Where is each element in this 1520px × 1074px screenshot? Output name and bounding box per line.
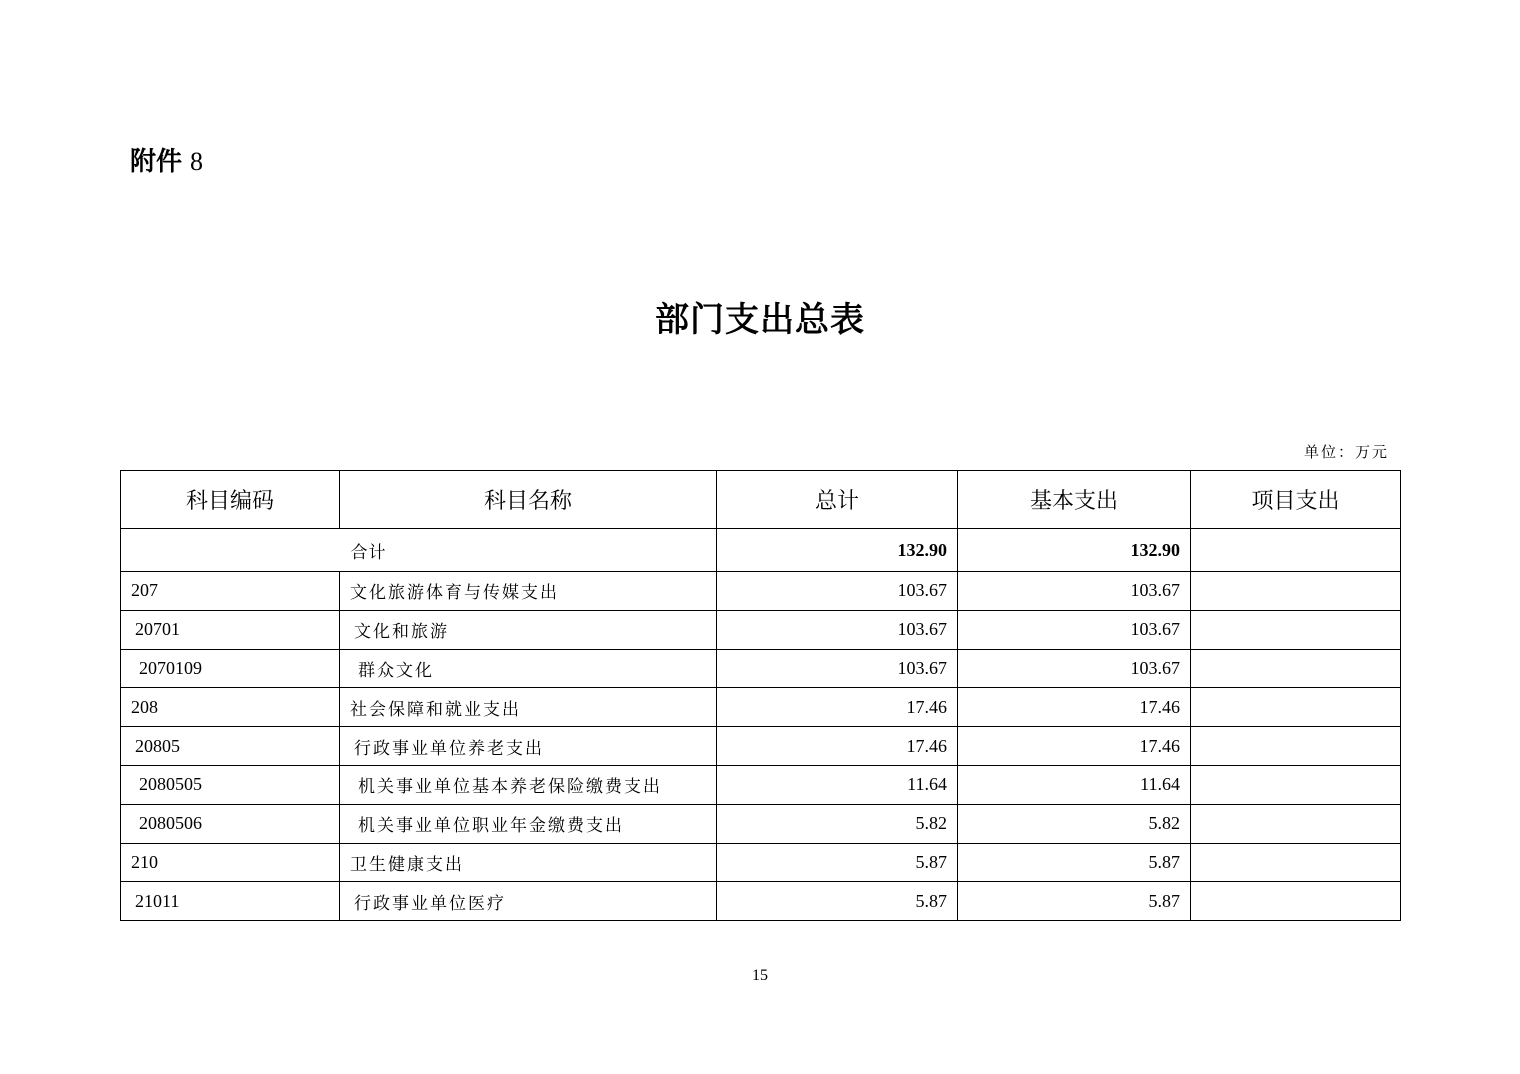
total-cell: 5.82 bbox=[717, 804, 958, 843]
unit-label: 单位：万元 bbox=[1303, 443, 1389, 461]
page-number: 15 bbox=[752, 967, 768, 984]
name-cell: 机关事业单位基本养老保险缴费支出 bbox=[340, 765, 717, 804]
name-cell: 行政事业单位医疗 bbox=[340, 882, 717, 921]
project-cell bbox=[1191, 649, 1401, 688]
table-row bbox=[121, 882, 1401, 921]
code-cell: 207 bbox=[121, 572, 340, 611]
basic-cell: 103.67 bbox=[958, 572, 1191, 611]
basic-cell: 103.67 bbox=[958, 649, 1191, 688]
name-cell: 文化和旅游 bbox=[340, 610, 717, 649]
table-header-row bbox=[121, 471, 1401, 529]
project-cell bbox=[1191, 765, 1401, 804]
total-cell: 103.67 bbox=[717, 610, 958, 649]
project-cell bbox=[1191, 882, 1401, 921]
code-cell: 20805 bbox=[121, 727, 340, 766]
basic-cell: 11.64 bbox=[958, 765, 1191, 804]
total-cell: 5.87 bbox=[717, 882, 958, 921]
total-cell: 17.46 bbox=[717, 688, 958, 727]
basic-cell: 5.87 bbox=[958, 843, 1191, 882]
code-cell: 208 bbox=[121, 688, 340, 727]
header-name: 科目名称 bbox=[340, 471, 717, 529]
table-row bbox=[121, 804, 1401, 843]
basic-cell: 17.46 bbox=[958, 727, 1191, 766]
basic-cell: 103.67 bbox=[958, 610, 1191, 649]
name-cell: 机关事业单位职业年金缴费支出 bbox=[340, 804, 717, 843]
header-total: 总计 bbox=[717, 471, 958, 529]
total-project-cell bbox=[1191, 529, 1401, 572]
attachment-number: 8 bbox=[190, 147, 204, 176]
name-cell: 群众文化 bbox=[340, 649, 717, 688]
total-cell: 5.87 bbox=[717, 843, 958, 882]
total-cell: 11.64 bbox=[717, 765, 958, 804]
table-row bbox=[121, 843, 1401, 882]
basic-cell: 5.87 bbox=[958, 882, 1191, 921]
total-cell: 17.46 bbox=[717, 727, 958, 766]
total-total-cell: 132.90 bbox=[717, 529, 958, 572]
attachment-text: 附件 bbox=[130, 147, 183, 177]
table-row bbox=[121, 727, 1401, 766]
code-cell: 20701 bbox=[121, 610, 340, 649]
code-cell: 2070109 bbox=[121, 649, 340, 688]
code-cell: 210 bbox=[121, 843, 340, 882]
project-cell bbox=[1191, 688, 1401, 727]
total-row bbox=[121, 529, 1401, 572]
total-basic-cell: 132.90 bbox=[958, 529, 1191, 572]
table-row bbox=[121, 610, 1401, 649]
total-cell: 103.67 bbox=[717, 572, 958, 611]
total-label: 合计 bbox=[121, 529, 717, 572]
project-cell bbox=[1191, 610, 1401, 649]
header-code: 科目编码 bbox=[121, 471, 340, 529]
code-cell: 21011 bbox=[121, 882, 340, 921]
table-row bbox=[121, 688, 1401, 727]
total-cell: 103.67 bbox=[717, 649, 958, 688]
project-cell bbox=[1191, 572, 1401, 611]
attachment-label bbox=[130, 142, 203, 182]
name-cell: 行政事业单位养老支出 bbox=[340, 727, 717, 766]
expense-table bbox=[120, 470, 1401, 921]
name-cell: 文化旅游体育与传媒支出 bbox=[340, 572, 717, 611]
project-cell bbox=[1191, 843, 1401, 882]
name-cell: 社会保障和就业支出 bbox=[340, 688, 717, 727]
table-row bbox=[121, 765, 1401, 804]
header-basic: 基本支出 bbox=[958, 471, 1191, 529]
basic-cell: 17.46 bbox=[958, 688, 1191, 727]
table-row bbox=[121, 649, 1401, 688]
page-title: 部门支出总表 bbox=[655, 300, 865, 340]
name-cell: 卫生健康支出 bbox=[340, 843, 717, 882]
project-cell bbox=[1191, 804, 1401, 843]
project-cell bbox=[1191, 727, 1401, 766]
basic-cell: 5.82 bbox=[958, 804, 1191, 843]
code-cell: 2080505 bbox=[121, 765, 340, 804]
header-project: 项目支出 bbox=[1191, 471, 1401, 529]
table-row bbox=[121, 572, 1401, 611]
code-cell: 2080506 bbox=[121, 804, 340, 843]
